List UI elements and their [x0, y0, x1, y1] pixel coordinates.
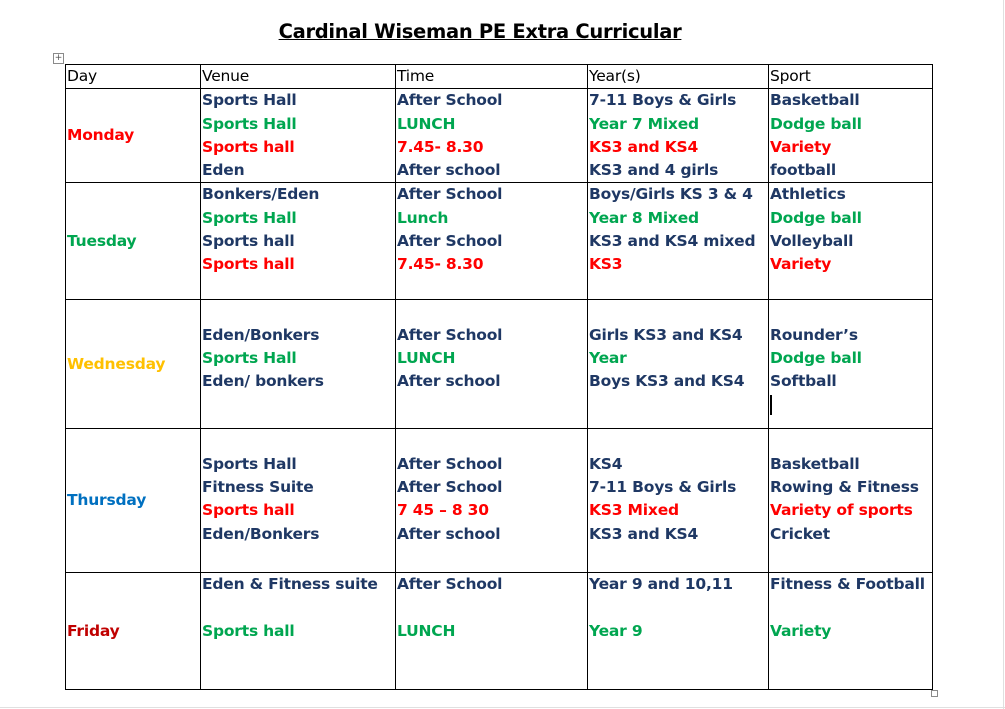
table-row — [66, 429, 933, 573]
table-move-handle-icon[interactable]: + — [54, 53, 63, 63]
years-line: Boys/Girls KS 3 & 4 — [589, 185, 753, 204]
venue-line: Sports Hall — [202, 91, 297, 110]
sport-line — [770, 429, 932, 452]
years-line: Year 9 and 10,11 — [589, 575, 733, 594]
time-line: 7.45- 8.30 — [397, 137, 484, 156]
years-cell — [588, 89, 769, 183]
time-line: After School — [397, 185, 503, 204]
venue-line: Eden/ bonkers — [202, 372, 324, 391]
header-day: Day — [66, 65, 201, 89]
time-cell — [396, 300, 588, 429]
years-line: KS4 — [589, 454, 623, 473]
header-sport: Sport — [769, 65, 933, 89]
time-cell — [396, 573, 588, 690]
venue-line: Sports Hall — [202, 454, 297, 473]
venue-line: Sports Hall — [202, 349, 297, 368]
venue-line: Fitness Suite — [202, 478, 314, 497]
years-line: KS3 — [589, 255, 623, 274]
page-edge-bottom — [0, 707, 1005, 708]
header-time: Time — [396, 65, 588, 89]
venue-line: Bonkers/Eden — [202, 185, 320, 204]
sport-cell — [769, 89, 933, 183]
time-line: After School — [397, 325, 503, 344]
table-row — [66, 89, 933, 183]
years-line — [589, 429, 768, 452]
venue-cell — [201, 183, 396, 300]
day-cell: Friday — [66, 573, 201, 690]
time-line: 7 45 – 8 30 — [397, 501, 489, 520]
day-cell: Monday — [66, 89, 201, 183]
time-line — [397, 597, 587, 620]
sport-line: Dodge ball — [770, 114, 862, 133]
time-line: LUNCH — [397, 114, 456, 133]
sport-line: Volleyball — [770, 232, 854, 251]
sport-line: Variety — [770, 137, 832, 156]
sport-line: Basketball — [770, 454, 860, 473]
table-row — [66, 573, 933, 690]
time-cell — [396, 89, 588, 183]
venue-cell — [201, 300, 396, 429]
time-line: After School — [397, 454, 503, 473]
text-cursor-line — [770, 394, 932, 417]
venue-line — [202, 300, 395, 323]
years-line: KS3 and 4 girls — [589, 161, 719, 180]
venue-cell — [201, 429, 396, 573]
table-row — [66, 183, 933, 300]
sport-line: Basketball — [770, 91, 860, 110]
years-cell — [588, 573, 769, 690]
sport-cell — [769, 300, 933, 429]
venue-line: Sports hall — [202, 622, 295, 641]
sport-cell — [769, 573, 933, 690]
schedule-table — [65, 64, 933, 690]
years-line: KS3 and KS4 mixed — [589, 232, 756, 251]
sport-line: Athletics — [770, 185, 846, 204]
venue-line: Eden & Fitness suite — [202, 575, 378, 594]
venue-line — [202, 597, 395, 620]
table-resize-handle-icon[interactable] — [931, 690, 938, 697]
time-line — [397, 300, 587, 323]
venue-line: Eden/Bonkers — [202, 325, 320, 344]
time-line: LUNCH — [397, 622, 456, 641]
years-line — [589, 597, 768, 620]
venue-line: Sports Hall — [202, 114, 297, 133]
sport-line: Softball — [770, 372, 837, 391]
time-line: After school — [397, 161, 501, 180]
years-line — [589, 300, 768, 323]
venue-line: Sports hall — [202, 232, 295, 251]
years-line: KS3 and KS4 — [589, 524, 699, 543]
time-cell — [396, 429, 588, 573]
sport-line: Fitness & Football — [770, 575, 925, 594]
venue-line: Eden — [202, 161, 245, 180]
sport-line: Rounder’s — [770, 325, 858, 344]
sport-cell — [769, 429, 933, 573]
time-line: After School — [397, 478, 503, 497]
sport-line: Variety — [770, 622, 832, 641]
years-line: 7-11 Boys & Girls — [589, 478, 737, 497]
header-years: Year(s) — [588, 65, 769, 89]
venue-cell — [201, 89, 396, 183]
years-line: KS3 Mixed — [589, 501, 679, 520]
day-cell: Tuesday — [66, 183, 201, 300]
years-line: Year 9 — [589, 622, 643, 641]
years-line: Boys KS3 and KS4 — [589, 372, 745, 391]
sport-line: Cricket — [770, 524, 830, 543]
time-line: After school — [397, 372, 501, 391]
time-line: After School — [397, 232, 503, 251]
page-title: Cardinal Wiseman PE Extra Curricular — [278, 20, 682, 43]
venue-cell — [201, 573, 396, 690]
header-venue: Venue — [201, 65, 396, 89]
sport-line — [770, 597, 932, 620]
years-line: Year — [589, 349, 627, 368]
sport-line: Variety of sports — [770, 501, 913, 520]
years-cell — [588, 300, 769, 429]
years-line: Year 7 Mixed — [589, 114, 699, 133]
day-cell: Thursday — [66, 429, 201, 573]
time-line: After School — [397, 91, 503, 110]
venue-line: Sports Hall — [202, 208, 297, 227]
venue-line: Eden/Bonkers — [202, 524, 320, 543]
time-line: After School — [397, 575, 503, 594]
time-line: 7.45- 8.30 — [397, 255, 484, 274]
years-line: KS3 and KS4 — [589, 137, 699, 156]
sport-line: Dodge ball — [770, 349, 862, 368]
page-edge-right — [1003, 0, 1004, 709]
sport-line: Variety — [770, 255, 832, 274]
venue-line: Sports hall — [202, 501, 295, 520]
day-cell: Wednesday — [66, 300, 201, 429]
years-line: 7-11 Boys & Girls — [589, 91, 737, 110]
time-line — [397, 429, 587, 452]
time-line: After school — [397, 524, 501, 543]
time-cell — [396, 183, 588, 300]
venue-line: Sports hall — [202, 137, 295, 156]
text-cursor-icon — [770, 395, 772, 415]
sport-line: Rowing & Fitness — [770, 478, 919, 497]
venue-line — [202, 429, 395, 452]
years-line: Year 8 Mixed — [589, 208, 699, 227]
sport-line: football — [770, 161, 837, 180]
sport-cell — [769, 183, 933, 300]
years-cell — [588, 183, 769, 300]
time-line: LUNCH — [397, 349, 456, 368]
sport-line: Dodge ball — [770, 208, 862, 227]
header-row — [66, 65, 933, 89]
years-cell — [588, 429, 769, 573]
time-line: Lunch — [397, 208, 449, 227]
table-row — [66, 300, 933, 429]
sport-line — [770, 300, 932, 323]
years-line: Girls KS3 and KS4 — [589, 325, 743, 344]
venue-line: Sports hall — [202, 255, 295, 274]
